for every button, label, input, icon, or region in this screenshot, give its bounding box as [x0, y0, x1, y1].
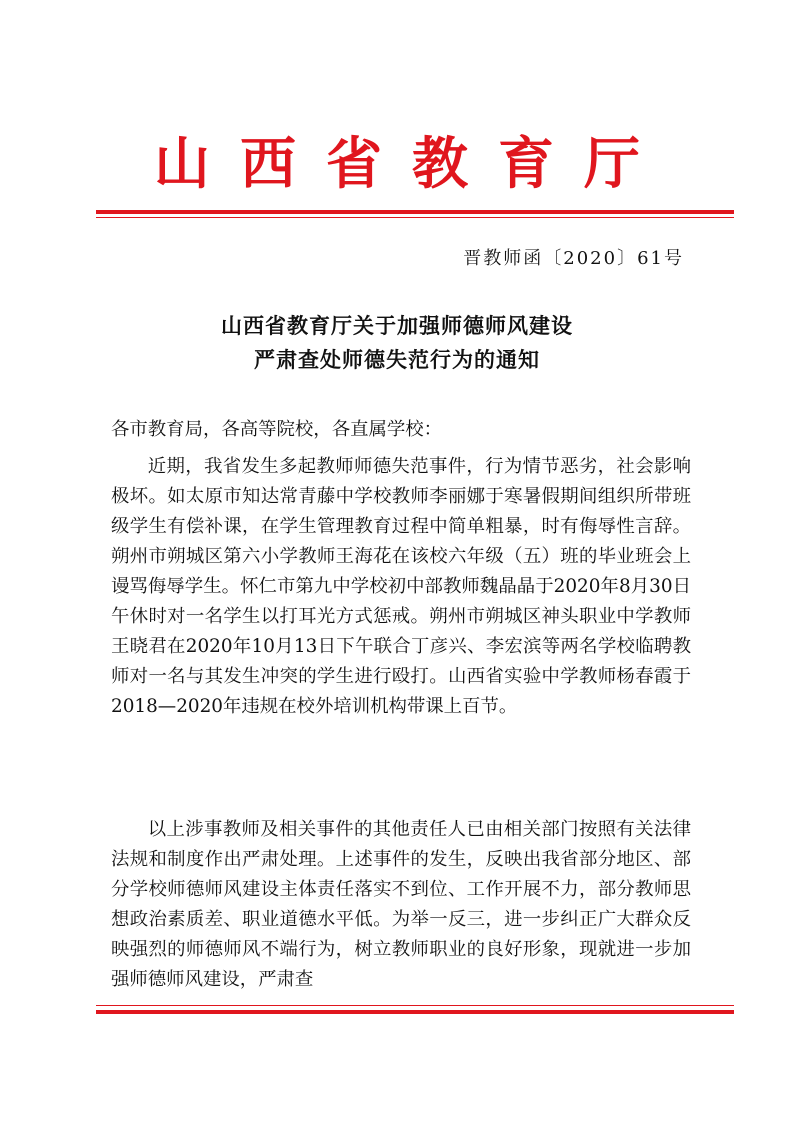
document-number: 晋教师函〔2020〕61号 — [463, 248, 684, 269]
header-divider-thick — [96, 210, 734, 214]
header-divider-thin — [96, 217, 734, 218]
salutation: 各市教育局，各高等院校，各直属学校： — [111, 419, 443, 440]
footer-divider-thin — [96, 1005, 734, 1006]
footer-divider-thick — [96, 1010, 734, 1014]
document-title-line-2: 严肃查处师德失范行为的通知 — [254, 347, 540, 372]
document-title-line-1: 山西省教育厅关于加强师德师风建设 — [221, 313, 573, 338]
issuing-authority-title: 山西省教育厅 — [154, 131, 670, 197]
body-paragraph-2: 以上涉事教师及相关事件的其他责任人已由相关部门按照有关法律法规和制度作出严肃处理。上述事件的发生，反映出我省部分地区、部分学校师德师风建设主体责任落实不到位、工作开展不力，部分教师思想政治素质差、职业道德水平低。为举一反三，进一步纠正广大群众反映强烈的师德师风不端行为，树立教师职业的良好形象，现就进一步加强师德师风建设，严肃查 — [111, 819, 691, 990]
body-paragraph-1: 近期，我省发生多起教师师德失范事件，行为情节恶劣，社会影响极坏。如太原市知达常青藤中学校教师李丽娜于寒暑假期间组织所带班级学生有偿补课，在学生管理教育过程中简单粗暴，时有侮辱性言辞。朔州市朔城区第六小学教师王海花在该校六年级（五）班的毕业班会上谩骂侮辱学生。怀仁市第九中学校初中部教师魏晶晶于2020年8月30日午休时对一名学生以打耳光方式惩戒。朔州市朔城区神头职业中学教师王晓君在2020年10月13日下午联合丁彦兴、李宏滨等两名学校临聘教师对一名与其发生冲突的学生进行殴打。山西省实验中学教师杨春霞于2018—2020年违规在校外培训机构带课上百节。 — [111, 456, 691, 717]
